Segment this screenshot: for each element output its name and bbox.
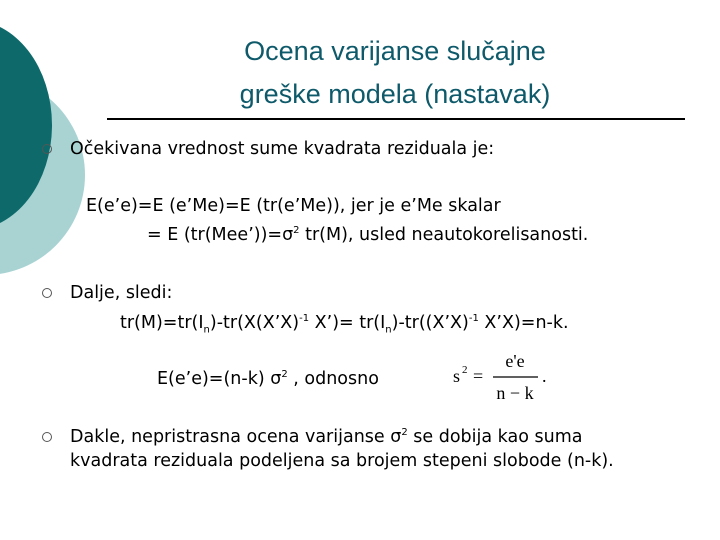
slide-title-line2: greške modela (nastavak) (239, 79, 551, 109)
b3-exponent: 2 (401, 427, 408, 439)
formula-equals: = (473, 366, 484, 386)
eq4-exponent: 2 (281, 369, 288, 381)
eq3-part: X’X)=n-k. (478, 313, 569, 333)
eq3-exponent: -1 (468, 313, 479, 325)
formula-numerator: e'e (505, 351, 525, 371)
formula-period: . (542, 366, 547, 386)
slide-title-line1: Ocena varijanse slučajne (244, 36, 546, 66)
equation-line-3 (120, 312, 569, 334)
bullet-2-text: Dalje, sledi: (70, 283, 173, 303)
bullet-marker (42, 144, 52, 154)
formula-lhs-exponent: 2 (462, 364, 468, 376)
title-underline (107, 118, 685, 120)
eq3-part: tr(M)=tr(I (120, 313, 204, 333)
b3-part-a: Dakle, nepristrasna ocena varijanse σ (70, 427, 402, 447)
b3-part-b: se dobija kao suma (407, 427, 583, 447)
equation-line-2 (147, 224, 588, 246)
eq4-part-a: E(e’e)=(n-k) σ (157, 369, 282, 389)
eq4-part-b: , odnosno (287, 369, 379, 389)
eq2-exponent: 2 (293, 225, 300, 237)
bullet-marker (42, 432, 52, 442)
eq3-subscript: n (385, 324, 392, 336)
eq3-part: X’)= tr(I (309, 313, 386, 333)
equation-line-1: E(e’e)=E (e’Me)=E (tr(e’Me)), jer je e’Me skalar (86, 196, 501, 216)
eq2-part-b: tr(M), usled neautokorelisanosti. (299, 225, 589, 245)
eq3-subscript: n (203, 324, 210, 336)
variance-estimator-formula (448, 342, 558, 412)
eq3-part: )-tr(X(X’X) (209, 313, 300, 333)
bullet-3-line-1 (70, 426, 582, 448)
eq3-part: )-tr((X’X) (391, 313, 469, 333)
bullet-1-text: Očekivana vrednost sume kvadrata reziduala je: (70, 139, 495, 159)
eq2-part-a: = E (tr(Mee’))=σ (147, 225, 294, 245)
formula-denominator: n − k (496, 383, 534, 403)
equation-line-4 (157, 368, 379, 390)
formula-lhs: s (453, 366, 461, 386)
bullet-3-line-2: kvadrata reziduala podeljena sa brojem stepeni slobode (n-k). (70, 451, 614, 471)
bullet-marker (42, 288, 52, 298)
eq3-exponent: -1 (299, 313, 310, 325)
